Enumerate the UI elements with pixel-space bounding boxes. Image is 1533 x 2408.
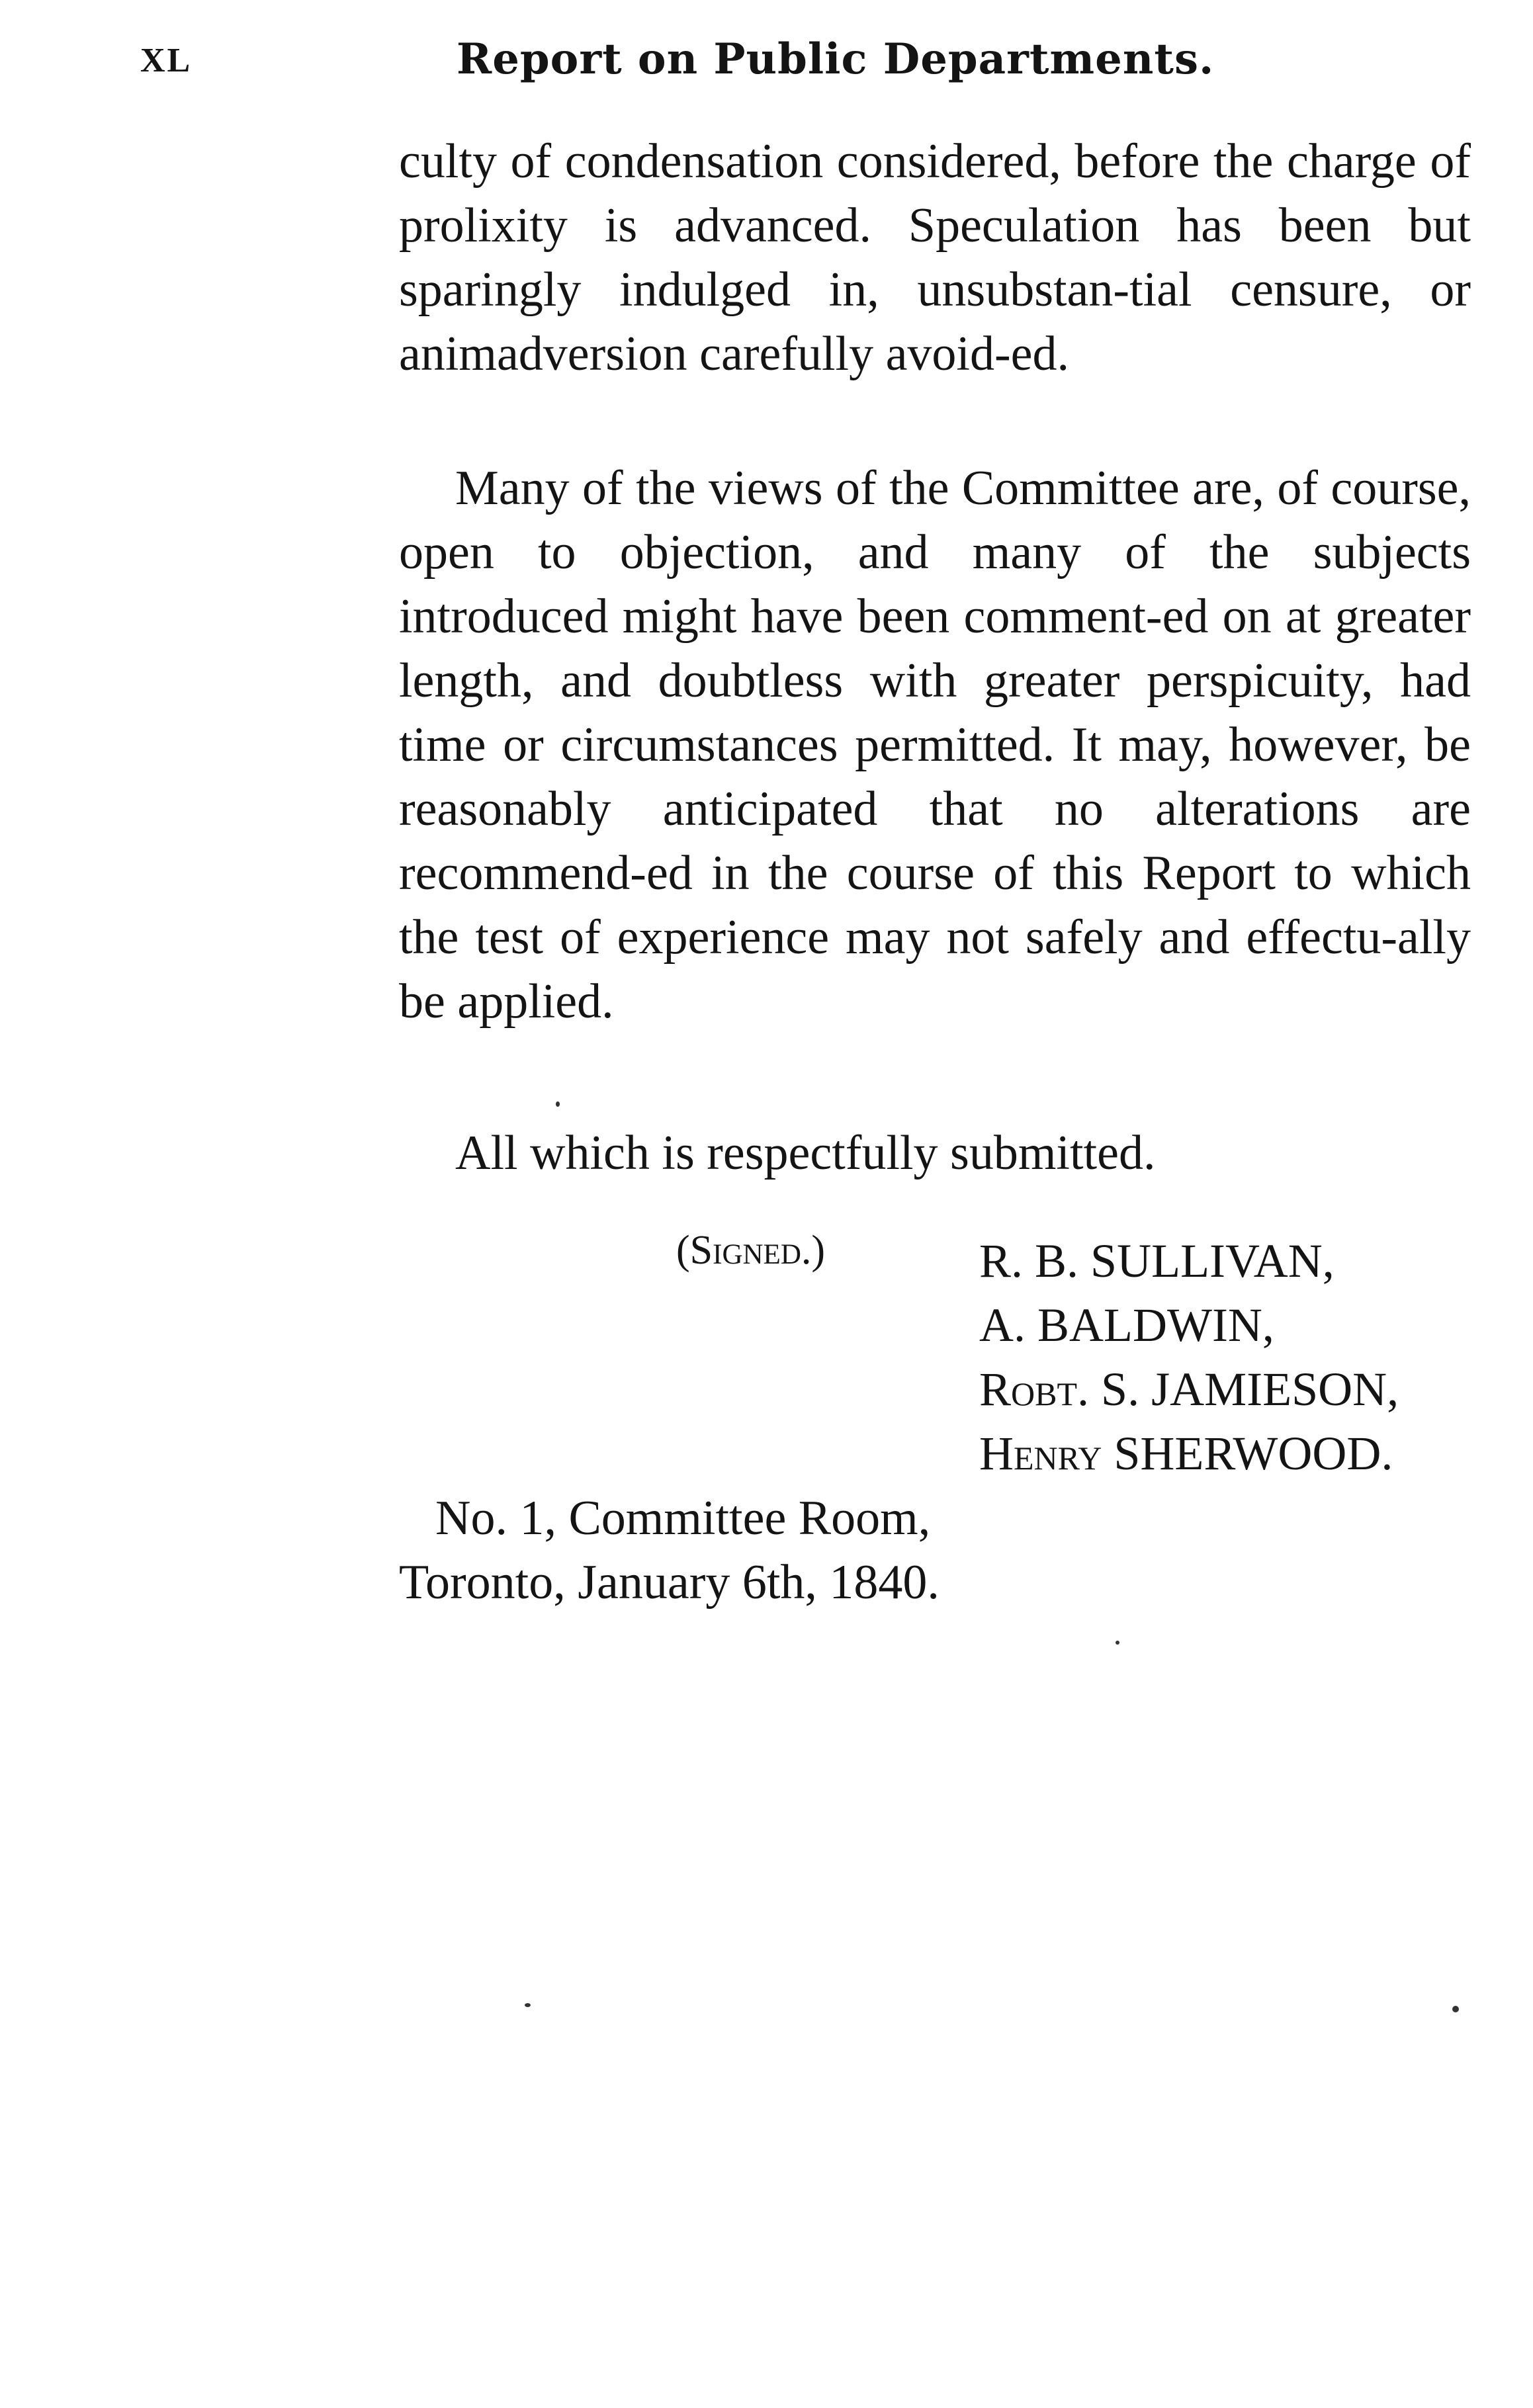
signatory-3-prefix: Robt.	[979, 1363, 1090, 1416]
signatory-3-name: S. JAMIESON,	[1101, 1363, 1399, 1416]
scan-speck	[556, 1101, 560, 1107]
signatory-1	[979, 1229, 1399, 1293]
scan-speck	[525, 2003, 531, 2007]
date-line: Toronto, January 6th, 1840.	[399, 1555, 940, 1610]
paragraph-2: Many of the views of the Committee are, of course, open to objection, and many of the subjects introduced might have been comment-ed on at greater length, and doubtless with greater perspicuity, had time or circumstances permitted. It may, however, be reasonably anticipated that no alterations are recommend-ed in the course of this Report to which the test of experience may not safely and effectu-ally be applied.	[399, 461, 1471, 1029]
signatory-3	[979, 1357, 1399, 1422]
paragraph-2-container	[399, 456, 1471, 1034]
signatory-4	[979, 1422, 1399, 1486]
page-folio: XL	[140, 42, 193, 79]
signatory-list	[979, 1229, 1399, 1486]
scan-speck	[1116, 1641, 1119, 1645]
signatory-2-name: A. BALDWIN,	[979, 1299, 1274, 1352]
paragraph-1-container	[399, 130, 1471, 386]
paragraph-1: culty of condensation considered, before the charge of prolixity is advanced. Speculation has been but sparingly indulged in, unsubstan-tial censure, or animadversion carefully avoid-ed.	[399, 134, 1471, 381]
scan-speck	[1452, 2006, 1459, 2012]
signatory-2	[979, 1293, 1399, 1357]
place-line: No. 1, Committee Room,	[435, 1491, 931, 1545]
signed-label: (Signed.)	[676, 1228, 826, 1273]
running-head: Report on Public Departments.	[457, 34, 1215, 84]
place-and-date	[399, 1486, 940, 1615]
signatory-4-name: SHERWOOD.	[1114, 1427, 1393, 1480]
signatory-4-prefix: Henry	[979, 1427, 1102, 1480]
signatory-1-name: R. B. SULLIVAN,	[979, 1234, 1335, 1287]
paragraph-3: All which is respectfully submitted.	[455, 1126, 1156, 1180]
paragraph-3-container	[399, 1121, 1471, 1185]
